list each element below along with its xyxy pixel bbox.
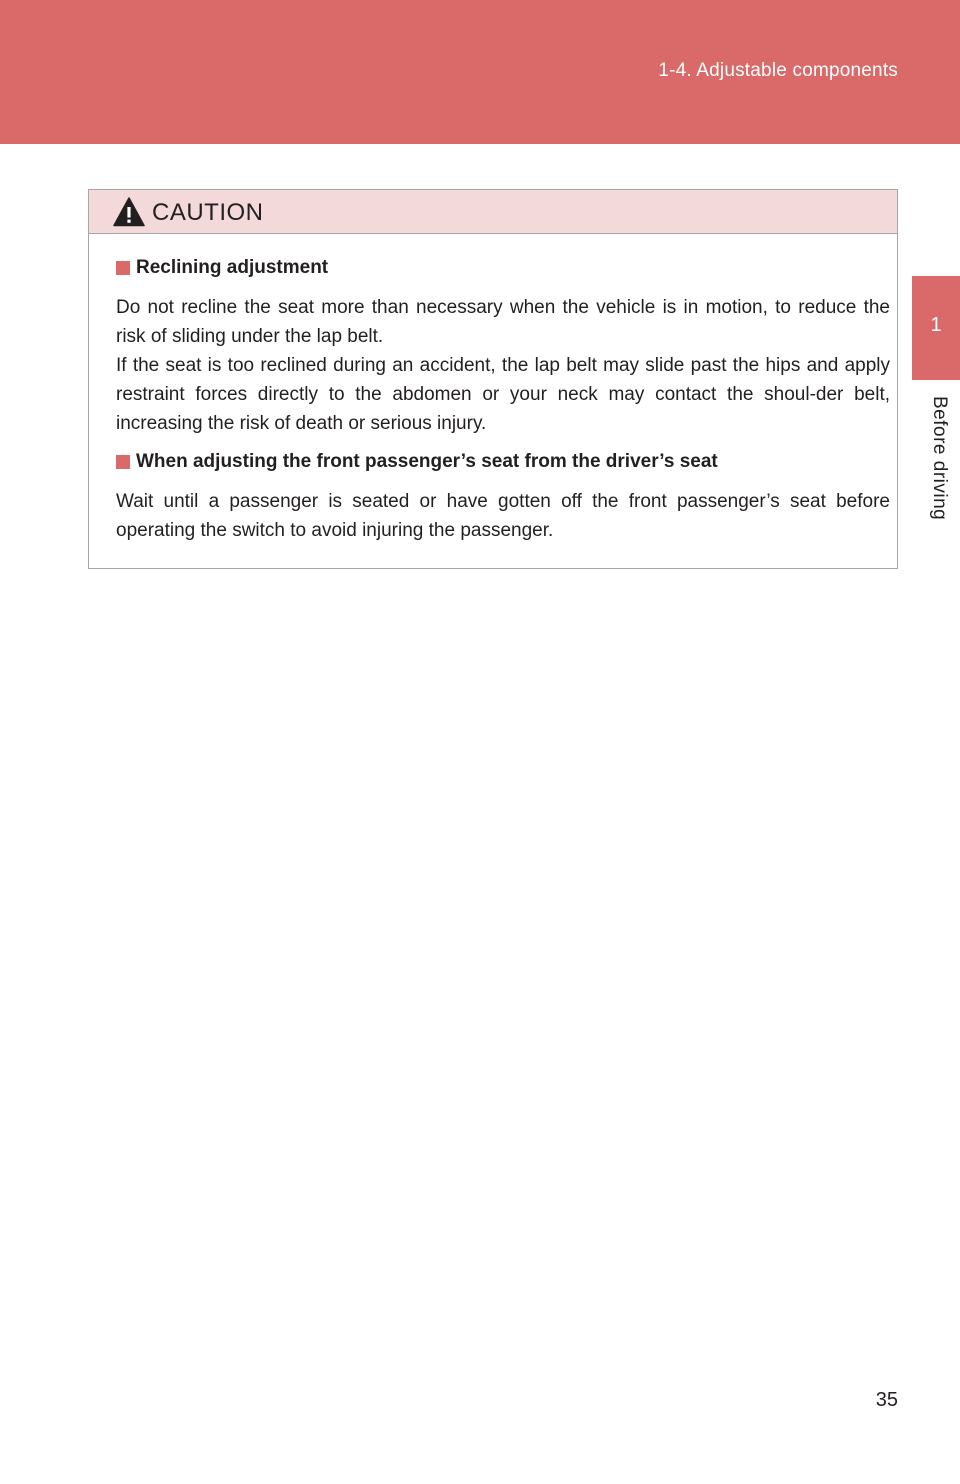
paragraph: Wait until a passenger is seated or have gotten off the front passenger’s seat before operating the switch to avoid injuring the passenger. bbox=[116, 491, 890, 541]
caution-box bbox=[88, 189, 898, 569]
warning-triangle-icon bbox=[113, 197, 145, 227]
bullet-square-icon bbox=[116, 261, 130, 275]
paragraph: If the seat is too reclined during an accident, the lap belt may slide past the hips and apply restraint forces directly to the abdomen or your neck may contact the shoul-der belt, increasing the risk of death or serious injury. bbox=[116, 355, 890, 434]
chapter-number: 1 bbox=[930, 314, 942, 336]
section-heading-text: When adjusting the front passenger’s seat from the driver’s seat bbox=[136, 451, 718, 472]
caution-header bbox=[89, 190, 897, 234]
caution-section-reclining bbox=[116, 256, 890, 438]
bullet-square-icon bbox=[116, 455, 130, 469]
chapter-tab bbox=[912, 276, 960, 380]
caution-section-passenger-seat bbox=[116, 450, 890, 545]
section-heading-text: Reclining adjustment bbox=[136, 257, 329, 278]
section-heading bbox=[116, 450, 890, 474]
section-title: 1-4. Adjustable components bbox=[658, 60, 898, 81]
page-number: 35 bbox=[875, 1389, 898, 1411]
paragraph: Do not recline the seat more than necessary when the vehicle is in motion, to reduce the risk of sliding under the lap belt. bbox=[116, 297, 890, 347]
header-band bbox=[0, 0, 960, 144]
caution-title: CAUTION bbox=[152, 199, 264, 226]
chapter-label: Before driving bbox=[929, 396, 950, 521]
section-heading bbox=[116, 256, 890, 280]
